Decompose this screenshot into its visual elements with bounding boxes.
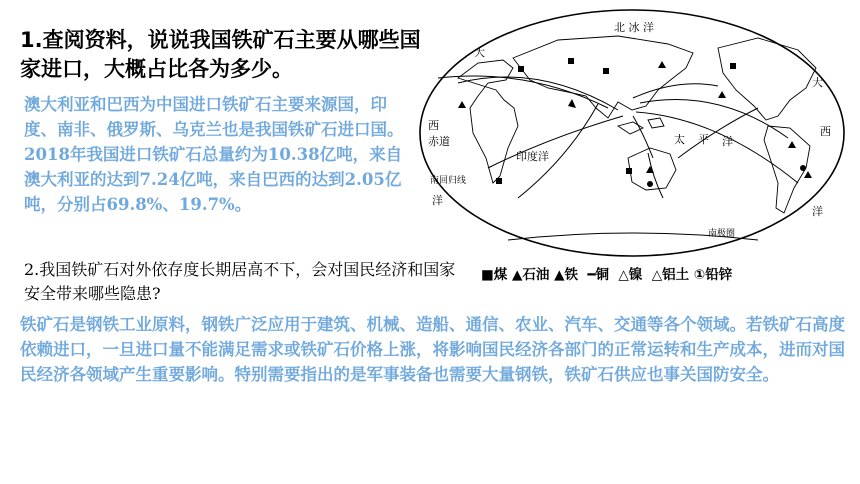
label-xi-right: 西	[820, 125, 831, 138]
label-arctic: 北 冰 洋	[614, 21, 654, 34]
label-indian-ocean: 印度洋	[516, 150, 549, 163]
label-yang-right: 洋	[812, 205, 823, 218]
label-da-right: 大	[812, 76, 823, 89]
question-2: 2.我国铁矿石对外依存度长期居高不下，会对国民经济和国家安全带来哪些隐患?	[24, 260, 456, 303]
legend-oil: ▲石油	[511, 267, 550, 283]
map-legend	[481, 262, 841, 284]
label-antarctic-circle: 南极圈	[708, 229, 736, 239]
legend-lead-zinc: ①铅锌	[693, 267, 733, 283]
label-xi-left: 西	[428, 119, 439, 132]
label-tropic: 南回归线	[430, 176, 467, 186]
legend-coal: ■煤	[481, 267, 508, 283]
label-equator: 赤道	[428, 135, 450, 148]
legend-nickel: △镍	[618, 267, 643, 283]
label-pacific-tai: 太	[674, 133, 685, 146]
answer-1: 澳大利亚和巴西为中国进口铁矿石主要来源国，印度、南非、俄罗斯、乌克兰也是我国铁矿石进口国。2018年我国进口铁矿石总量约为10.38亿吨，来自澳大利亚的达到7.24亿吨，来自巴西的达到2.05亿吨，分别占69.8%、19.7%。	[24, 95, 404, 214]
label-pacific-yang: 洋	[722, 135, 733, 148]
label-yang-left: 洋	[432, 194, 443, 207]
legend-bauxite: △铝土	[651, 267, 690, 283]
legend-iron: ▲铁	[554, 267, 578, 283]
label-pacific-ping: 平	[698, 133, 709, 146]
world-mineral-trade-map	[418, 8, 846, 258]
answer-2: 铁矿石是钢铁工业原料，钢铁广泛应用于建筑、机械、造船、通信、农业、汽车、交通等各个领域。若铁矿石高度依赖进口，一旦进口量不能满足需求或铁矿石价格上涨，将影响国民经济各部门的正常运转和生产成本，进而对国民经济各领域产生重要影响。特别需要指出的是军事装备也需要大量钢铁，铁矿石供应也事关国防安全。	[20, 315, 845, 384]
question-1: 1.查阅资料，说说我国铁矿石主要从哪些国家进口，大概占比各为多少。	[20, 28, 421, 81]
legend-copper: ━铜	[587, 267, 609, 283]
label-da-left: 大	[474, 46, 485, 59]
